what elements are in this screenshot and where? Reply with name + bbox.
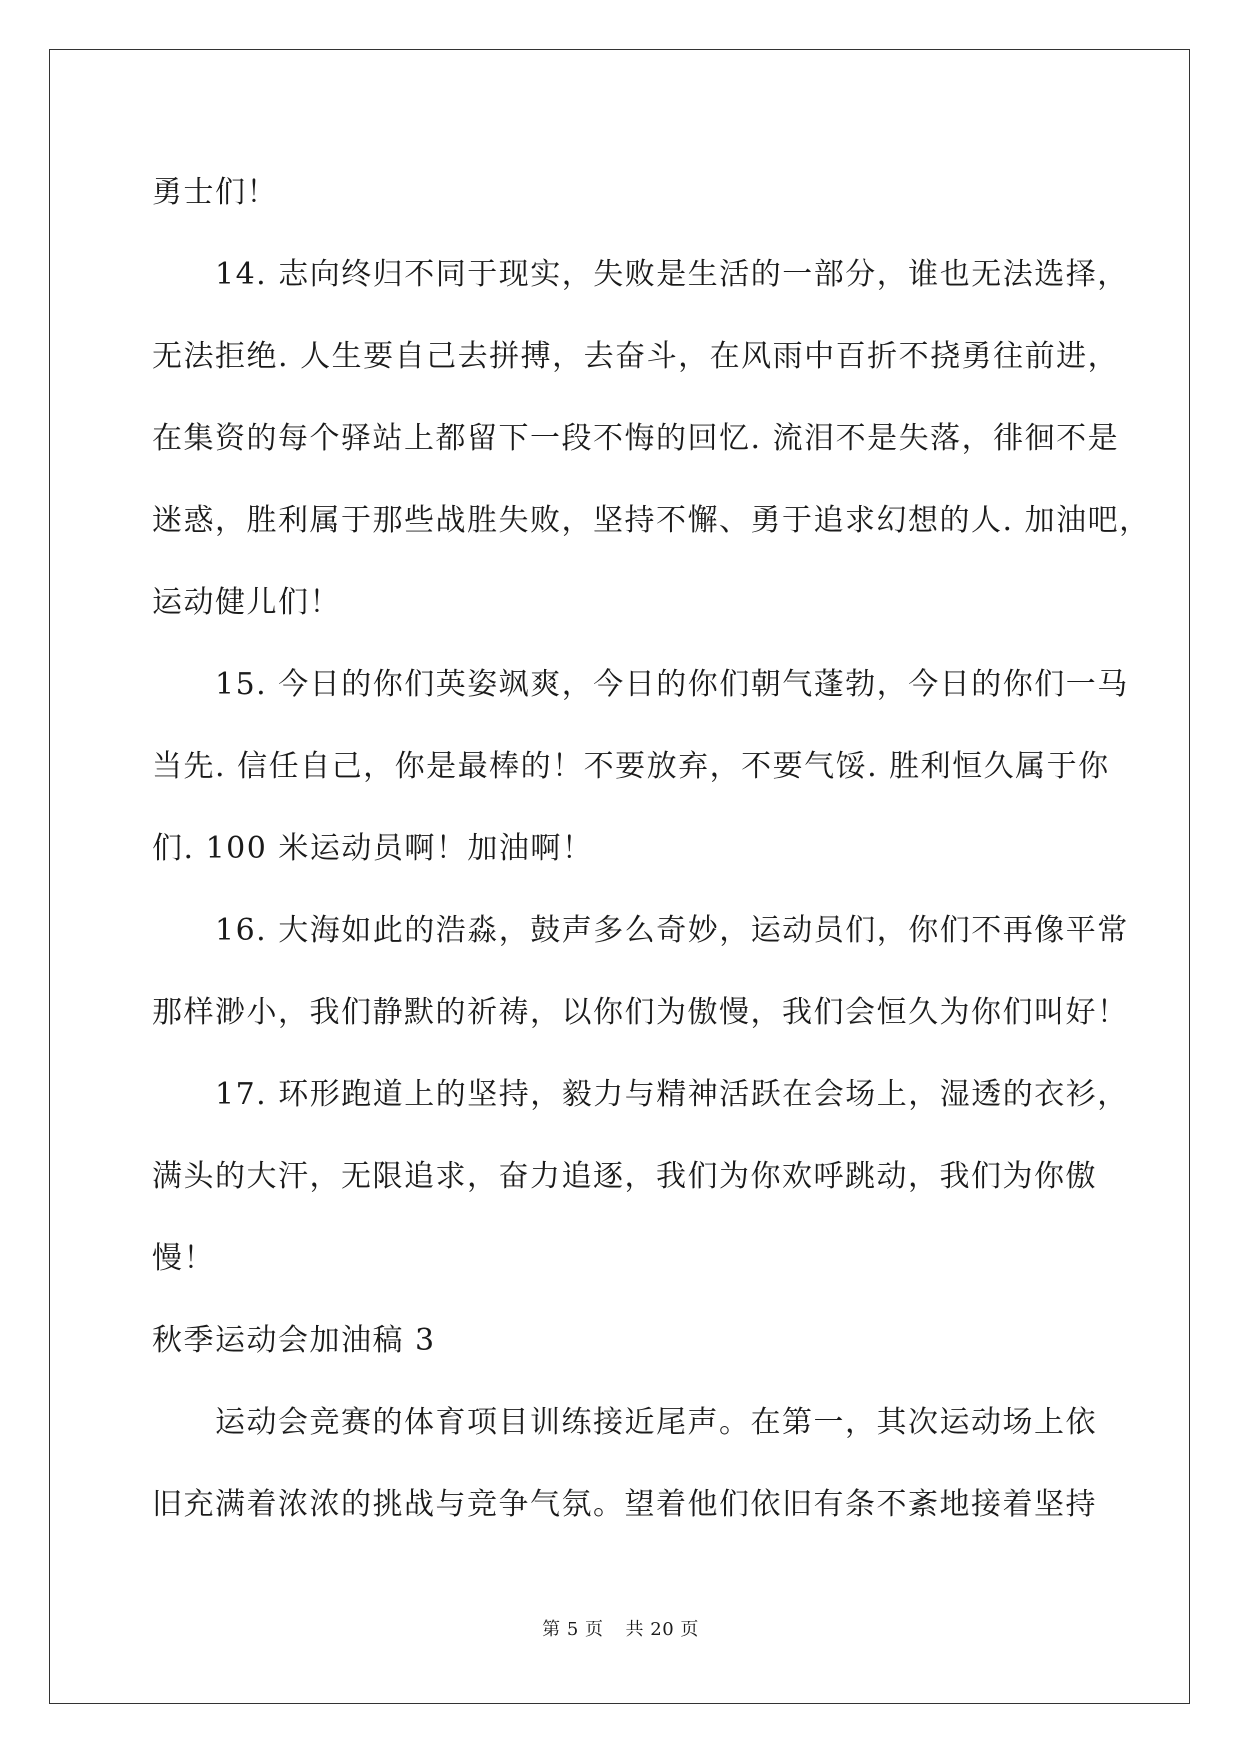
text-line: 迷惑，胜利属于那些战胜失败，坚持不懈、勇于追求幻想的人. 加油吧， — [152, 503, 1151, 538]
section-heading: 秋季运动会加油稿 3 — [152, 1323, 436, 1358]
paragraph-14-start: 14. 志向终归不同于现实，失败是生活的一部分，谁也无法选择， — [215, 257, 1129, 292]
text-line: 运动健儿们！ — [152, 585, 341, 620]
paragraph-16-start: 16. 大海如此的浩淼，鼓声多么奇妙，运动员们，你们不再像平常 — [215, 913, 1129, 948]
paragraph-15-start: 15. 今日的你们英姿飒爽，今日的你们朝气蓬勃，今日的你们一马 — [215, 667, 1129, 702]
text-line: 勇士们！ — [152, 175, 278, 210]
text-line: 满头的大汗，无限追求，奋力追逐，我们为你欢呼跳动，我们为你傲 — [152, 1159, 1097, 1194]
paragraph-start: 运动会竞赛的体育项目训练接近尾声。在第一，其次运动场上依 — [215, 1405, 1097, 1440]
text-line: 那样渺小，我们静默的祈祷，以你们为傲慢，我们会恒久为你们叫好！ — [152, 995, 1129, 1030]
text-line: 慢！ — [152, 1241, 215, 1276]
page-number: 第 5 页 — [542, 1619, 604, 1640]
text-line: 当先. 信任自己，你是最棒的！不要放弃，不要气馁. 胜利恒久属于你 — [152, 749, 1110, 784]
document-body — [152, 152, 1151, 1546]
page-footer — [0, 1618, 1241, 1642]
text-line: 们. 100 米运动员啊！加油啊！ — [152, 831, 594, 866]
paragraph-17-start: 17. 环形跑道上的坚持，毅力与精神活跃在会场上，湿透的衣衫， — [215, 1077, 1129, 1112]
text-line: 无法拒绝. 人生要自己去拼搏，去奋斗，在风雨中百折不挠勇往前进， — [152, 339, 1120, 374]
text-line: 旧充满着浓浓的挑战与竞争气氛。望着他们依旧有条不紊地接着坚持 — [152, 1487, 1097, 1522]
text-line: 在集资的每个驿站上都留下一段不悔的回忆. 流泪不是失落，徘徊不是 — [152, 421, 1120, 456]
page-total: 共 20 页 — [625, 1619, 699, 1640]
